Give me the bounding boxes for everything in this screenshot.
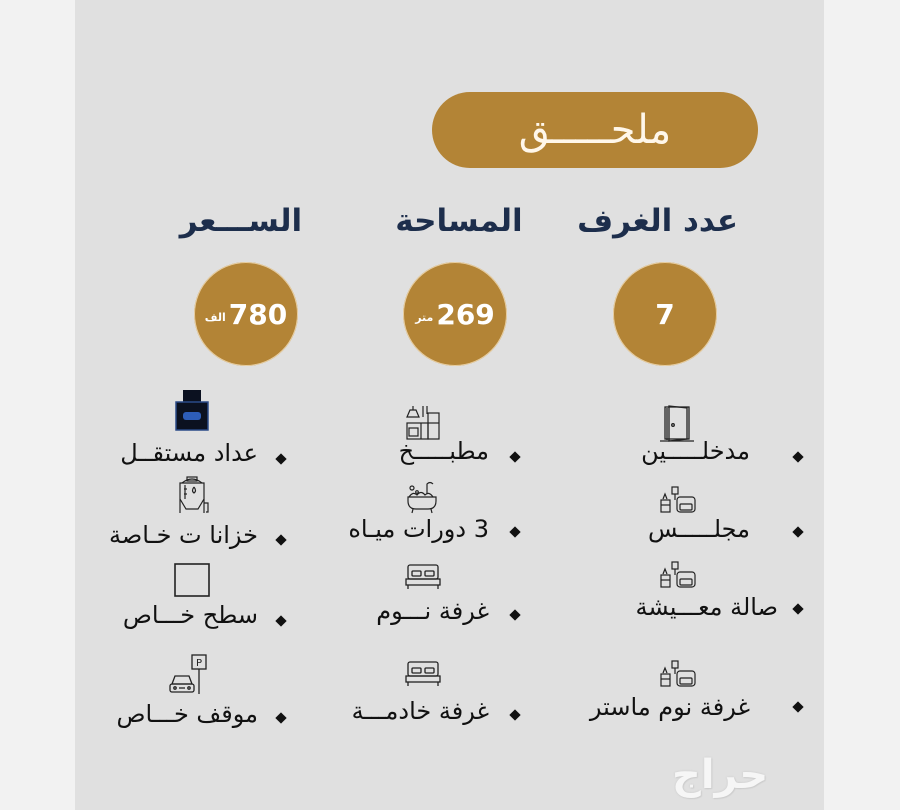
price-unit: الف xyxy=(204,310,226,324)
rooms-circle xyxy=(613,262,717,366)
rooms-value: 7 xyxy=(655,297,675,331)
square-roof-icon xyxy=(173,562,211,598)
svg-text:P: P xyxy=(195,658,203,669)
area-value: 269 xyxy=(436,297,495,331)
area-unit: متر xyxy=(415,310,434,324)
bed-icon xyxy=(404,563,442,591)
feature-kitchen: مطبـــــخ xyxy=(398,437,489,465)
living-room-icon xyxy=(658,660,698,688)
living-room-icon xyxy=(658,486,698,514)
feature-private-roof: سطح خـــاص xyxy=(122,601,258,629)
feature-master-bedroom: غرفة نوم ماستر xyxy=(589,693,750,721)
kitchen-icon xyxy=(405,405,441,441)
header-rooms: عدد الغرف xyxy=(577,203,738,239)
feature-majlis: مجلـــــس xyxy=(647,515,750,543)
bed-icon xyxy=(404,660,442,688)
header-price: الســـعر xyxy=(179,203,303,239)
feature-living-room: صالة معـــيشة xyxy=(635,593,778,621)
parking-car-icon xyxy=(168,654,210,696)
electric-meter-icon xyxy=(174,389,210,431)
watermark-logo: حراج xyxy=(672,752,769,798)
price-circle xyxy=(194,262,298,366)
water-tank-icon xyxy=(174,475,212,515)
price-value: 780 xyxy=(228,297,288,331)
feature-private-parking: موقف خـــاص xyxy=(116,700,258,728)
area-circle xyxy=(403,262,507,366)
feature-maid-room: غرفة خادمـــة xyxy=(351,697,489,725)
living-room-icon xyxy=(658,561,698,589)
title-text: ملحـــــق xyxy=(518,107,672,153)
feature-meter: عداد مستقــل xyxy=(120,439,258,467)
feature-bedroom: غرفة نـــوم xyxy=(376,597,489,625)
header-area: المساحة xyxy=(395,203,523,239)
feature-water-tanks: خزانا ت خـاصة xyxy=(108,521,258,549)
bathtub-icon xyxy=(405,480,439,514)
feature-bathrooms: 3 دورات ميـاه xyxy=(348,515,489,543)
feature-entrances: مدخلـــــين xyxy=(641,437,750,465)
title-pill xyxy=(432,92,758,168)
